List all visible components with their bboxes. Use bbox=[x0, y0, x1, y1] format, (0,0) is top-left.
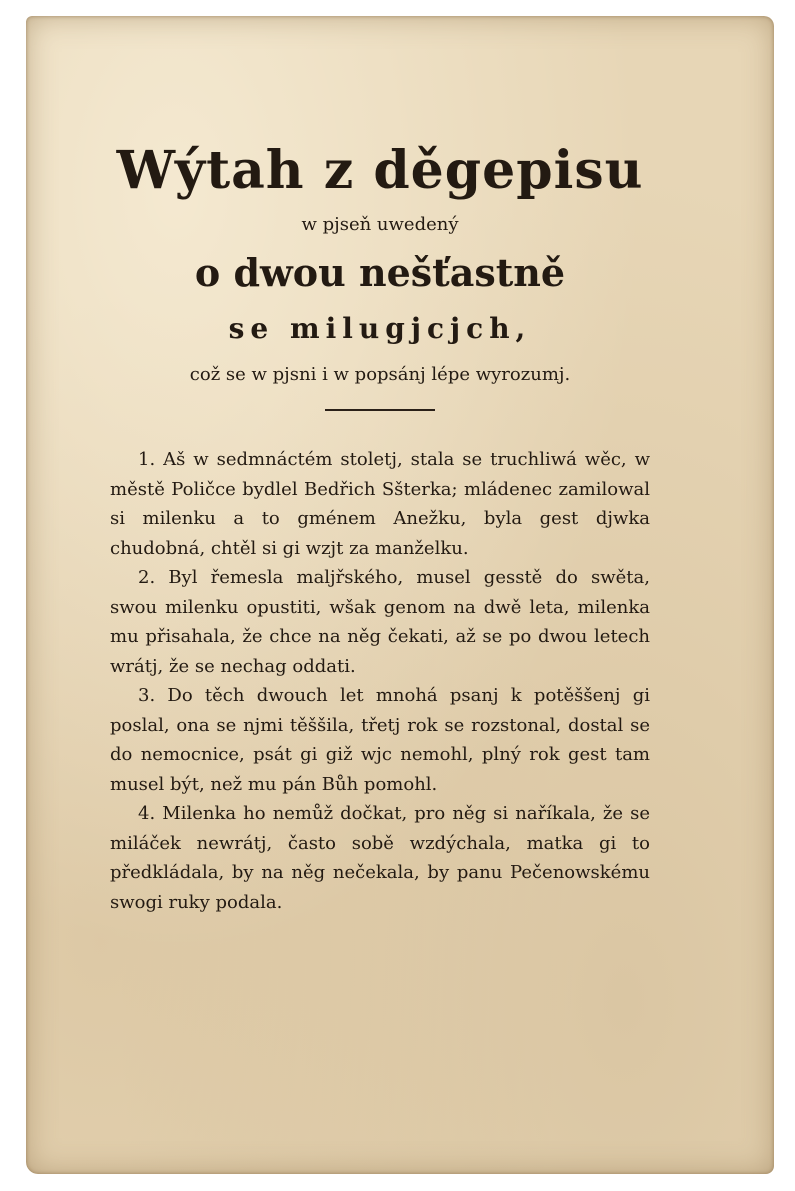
document-title: Wýtah z děgepisu bbox=[116, 140, 644, 201]
document-tagline: což se w pjsni i w popsánj lépe wyrozumj. bbox=[189, 364, 571, 385]
document-subtitle: w pjseň uwedený bbox=[301, 214, 459, 235]
verse-2: 2. Byl řemesla maljřského, musel gesstě do swěta, swou milenku opustiti, wšak genom na dwě leta, milenka mu přisahala, že chce na něg čekati, až se po dwou letech wrátj, že se nechag oddati. bbox=[110, 567, 650, 677]
document-heading-2: o dwou nešťastně bbox=[194, 250, 566, 295]
verse-1: 1. Aš w sedmnáctém stoletj, stala se truchliwá wěc, w městě Poličce bydlel Bedřich Sšterka; mládenec zamilowal si milenku a to gménem Anežku, byla gest djwka chudobná, chtěl si gi wzjt za manželku. bbox=[110, 449, 650, 559]
paper-page bbox=[26, 16, 774, 1174]
verse-list bbox=[110, 445, 650, 917]
document-heading-3: se milugjcjch, bbox=[228, 312, 532, 345]
verse-4: 4. Milenka ho nemůž dočkat, pro něg si naříkala, že se miláček newrátj, často sobě wzdýchala, matka gi to předkládala, by na něg nečekala, by panu Pečenowskému swogi ruky podala. bbox=[110, 803, 650, 913]
document-content bbox=[110, 141, 650, 917]
verse-3: 3. Do těch dwouch let mnohá psanj k potěššenj gi poslal, ona se njmi těššila, třetj rok se rozstonal, dostal se do nemocnice, psát gi giž wjc nemohl, plný rok gest tam musel být, než mu pán Bůh pomohl. bbox=[110, 685, 650, 795]
section-divider bbox=[325, 409, 435, 411]
